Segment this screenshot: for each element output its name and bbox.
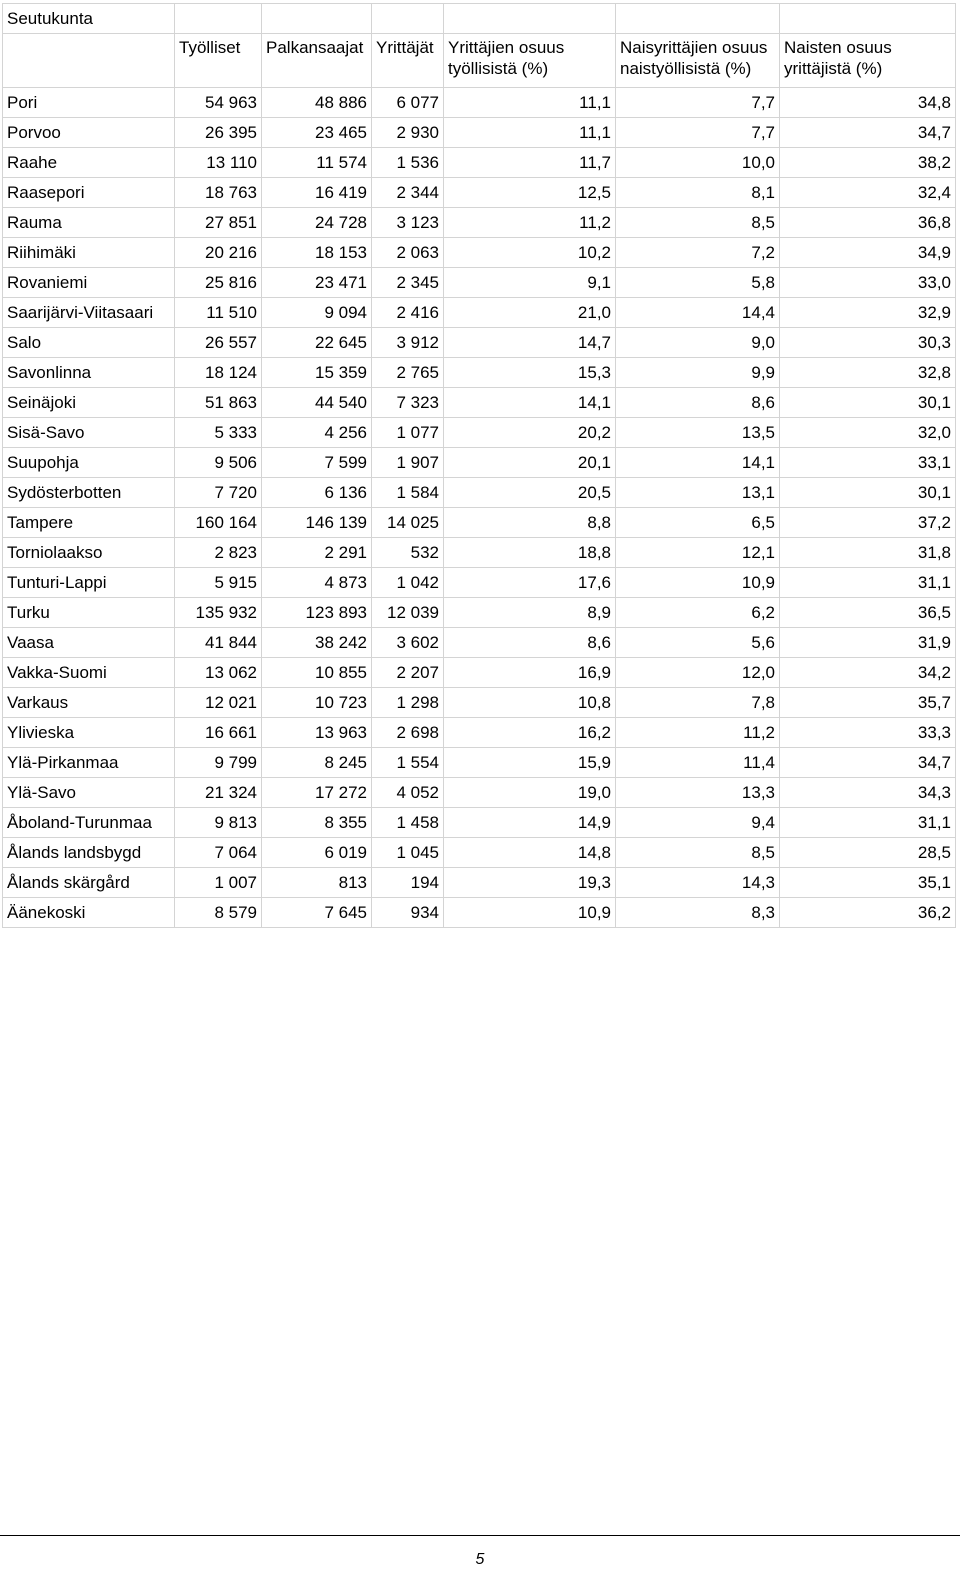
women-share-cell: 31,8 xyxy=(780,538,956,568)
entrepreneur-share-cell: 21,0 xyxy=(444,298,616,328)
female-entrepreneur-share-cell: 7,7 xyxy=(616,118,780,148)
header-spacer xyxy=(262,4,372,34)
employed-cell: 18 763 xyxy=(175,178,262,208)
table-row xyxy=(3,538,956,568)
employed-cell: 7 064 xyxy=(175,838,262,868)
region-name-cell: Ylivieska xyxy=(3,718,175,748)
entrepreneur-share-cell: 14,7 xyxy=(444,328,616,358)
entrepreneurs-cell: 1 907 xyxy=(372,448,444,478)
entrepreneurs-cell: 12 039 xyxy=(372,598,444,628)
header-spacer xyxy=(780,4,956,34)
employed-cell: 11 510 xyxy=(175,298,262,328)
wage-earners-cell: 44 540 xyxy=(262,388,372,418)
wage-earners-cell: 6 019 xyxy=(262,838,372,868)
region-name-cell: Raasepori xyxy=(3,178,175,208)
entrepreneurs-cell: 3 912 xyxy=(372,328,444,358)
employed-cell: 8 579 xyxy=(175,898,262,928)
employed-cell: 16 661 xyxy=(175,718,262,748)
wage-earners-cell: 123 893 xyxy=(262,598,372,628)
entrepreneur-share-cell: 11,7 xyxy=(444,148,616,178)
header-spacer xyxy=(175,4,262,34)
employed-cell: 160 164 xyxy=(175,508,262,538)
employed-cell: 54 963 xyxy=(175,88,262,118)
wage-earners-cell: 8 355 xyxy=(262,808,372,838)
entrepreneur-share-cell: 8,8 xyxy=(444,508,616,538)
table-row xyxy=(3,478,956,508)
women-share-cell: 32,0 xyxy=(780,418,956,448)
entrepreneurs-cell: 1 045 xyxy=(372,838,444,868)
entrepreneurs-cell: 1 458 xyxy=(372,808,444,838)
entrepreneur-share-cell: 10,2 xyxy=(444,238,616,268)
entrepreneur-share-cell: 11,2 xyxy=(444,208,616,238)
entrepreneur-share-cell: 10,8 xyxy=(444,688,616,718)
entrepreneurs-cell: 7 323 xyxy=(372,388,444,418)
employed-cell: 13 110 xyxy=(175,148,262,178)
region-name-cell: Salo xyxy=(3,328,175,358)
female-entrepreneur-share-cell: 14,3 xyxy=(616,868,780,898)
women-share-cell: 34,2 xyxy=(780,658,956,688)
region-name-cell: Äänekoski xyxy=(3,898,175,928)
entrepreneurs-cell: 1 536 xyxy=(372,148,444,178)
table-row xyxy=(3,688,956,718)
women-share-cell: 31,1 xyxy=(780,568,956,598)
wage-earners-cell: 146 139 xyxy=(262,508,372,538)
wage-earners-cell: 2 291 xyxy=(262,538,372,568)
wage-earners-cell: 11 574 xyxy=(262,148,372,178)
employed-cell: 51 863 xyxy=(175,388,262,418)
table-row xyxy=(3,508,956,538)
female-entrepreneur-share-cell: 10,9 xyxy=(616,568,780,598)
column-header-wage-earners: Palkansaajat xyxy=(262,34,372,88)
employed-cell: 135 932 xyxy=(175,598,262,628)
table-row xyxy=(3,748,956,778)
region-name-cell: Turku xyxy=(3,598,175,628)
entrepreneurs-cell: 2 063 xyxy=(372,238,444,268)
region-name-cell: Tampere xyxy=(3,508,175,538)
employed-cell: 1 007 xyxy=(175,868,262,898)
entrepreneurs-cell: 2 698 xyxy=(372,718,444,748)
female-entrepreneur-share-cell: 8,3 xyxy=(616,898,780,928)
region-name-cell: Sydösterbotten xyxy=(3,478,175,508)
header-spacer xyxy=(372,4,444,34)
region-name-cell: Rauma xyxy=(3,208,175,238)
female-entrepreneur-share-cell: 13,1 xyxy=(616,478,780,508)
entrepreneur-share-cell: 12,5 xyxy=(444,178,616,208)
region-name-cell: Vaasa xyxy=(3,628,175,658)
region-name-cell: Riihimäki xyxy=(3,238,175,268)
employed-cell: 26 395 xyxy=(175,118,262,148)
region-name-cell: Pori xyxy=(3,88,175,118)
region-name-cell: Saarijärvi-Viitasaari xyxy=(3,298,175,328)
header-row-region xyxy=(3,4,956,34)
wage-earners-cell: 23 471 xyxy=(262,268,372,298)
region-name-cell: Seinäjoki xyxy=(3,388,175,418)
female-entrepreneur-share-cell: 7,2 xyxy=(616,238,780,268)
employed-cell: 9 799 xyxy=(175,748,262,778)
header-spacer xyxy=(616,4,780,34)
wage-earners-cell: 8 245 xyxy=(262,748,372,778)
entrepreneur-share-cell: 14,9 xyxy=(444,808,616,838)
female-entrepreneur-share-cell: 6,2 xyxy=(616,598,780,628)
employed-cell: 13 062 xyxy=(175,658,262,688)
female-entrepreneur-share-cell: 8,5 xyxy=(616,838,780,868)
table-row xyxy=(3,448,956,478)
table-row xyxy=(3,238,956,268)
entrepreneurs-cell: 1 584 xyxy=(372,478,444,508)
entrepreneurs-cell: 4 052 xyxy=(372,778,444,808)
region-column-header: Seutukunta xyxy=(3,4,175,34)
table-row xyxy=(3,208,956,238)
female-entrepreneur-share-cell: 11,2 xyxy=(616,718,780,748)
women-share-cell: 31,1 xyxy=(780,808,956,838)
region-name-cell: Vakka-Suomi xyxy=(3,658,175,688)
entrepreneur-share-cell: 11,1 xyxy=(444,118,616,148)
female-entrepreneur-share-cell: 7,7 xyxy=(616,88,780,118)
wage-earners-cell: 13 963 xyxy=(262,718,372,748)
table-row xyxy=(3,148,956,178)
wage-earners-cell: 17 272 xyxy=(262,778,372,808)
employed-cell: 9 506 xyxy=(175,448,262,478)
female-entrepreneur-share-cell: 14,1 xyxy=(616,448,780,478)
women-share-cell: 32,9 xyxy=(780,298,956,328)
entrepreneur-share-cell: 18,8 xyxy=(444,538,616,568)
employed-cell: 20 216 xyxy=(175,238,262,268)
women-share-cell: 35,1 xyxy=(780,868,956,898)
table-row xyxy=(3,568,956,598)
women-share-cell: 33,0 xyxy=(780,268,956,298)
women-share-cell: 34,8 xyxy=(780,88,956,118)
entrepreneur-share-cell: 8,9 xyxy=(444,598,616,628)
entrepreneur-share-cell: 20,5 xyxy=(444,478,616,508)
female-entrepreneur-share-cell: 9,9 xyxy=(616,358,780,388)
employed-cell: 9 813 xyxy=(175,808,262,838)
region-name-cell: Ålands landsbygd xyxy=(3,838,175,868)
entrepreneur-share-cell: 8,6 xyxy=(444,628,616,658)
entrepreneur-share-cell: 9,1 xyxy=(444,268,616,298)
employed-cell: 5 333 xyxy=(175,418,262,448)
table-row xyxy=(3,898,956,928)
female-entrepreneur-share-cell: 10,0 xyxy=(616,148,780,178)
employed-cell: 41 844 xyxy=(175,628,262,658)
wage-earners-cell: 9 094 xyxy=(262,298,372,328)
women-share-cell: 36,5 xyxy=(780,598,956,628)
table-row xyxy=(3,328,956,358)
entrepreneur-share-cell: 20,1 xyxy=(444,448,616,478)
table-row xyxy=(3,838,956,868)
women-share-cell: 34,7 xyxy=(780,748,956,778)
footer-divider xyxy=(0,1535,960,1536)
women-share-cell: 30,1 xyxy=(780,478,956,508)
wage-earners-cell: 10 855 xyxy=(262,658,372,688)
column-header-entrepreneurs: Yrittäjät xyxy=(372,34,444,88)
wage-earners-cell: 6 136 xyxy=(262,478,372,508)
region-name-cell: Ylä-Pirkanmaa xyxy=(3,748,175,778)
entrepreneur-share-cell: 17,6 xyxy=(444,568,616,598)
employed-cell: 18 124 xyxy=(175,358,262,388)
female-entrepreneur-share-cell: 5,8 xyxy=(616,268,780,298)
table-row xyxy=(3,808,956,838)
women-share-cell: 30,3 xyxy=(780,328,956,358)
entrepreneurs-cell: 2 416 xyxy=(372,298,444,328)
table-row xyxy=(3,778,956,808)
region-name-cell: Ålands skärgård xyxy=(3,868,175,898)
employed-cell: 21 324 xyxy=(175,778,262,808)
column-header-entrepreneur-share: Yrittäjien osuus työllisistä (%) xyxy=(444,34,616,88)
table-row xyxy=(3,178,956,208)
women-share-cell: 32,8 xyxy=(780,358,956,388)
wage-earners-cell: 24 728 xyxy=(262,208,372,238)
entrepreneur-share-cell: 14,8 xyxy=(444,838,616,868)
wage-earners-cell: 4 256 xyxy=(262,418,372,448)
entrepreneurs-cell: 6 077 xyxy=(372,88,444,118)
table-row xyxy=(3,388,956,418)
entrepreneur-share-cell: 10,9 xyxy=(444,898,616,928)
entrepreneur-share-cell: 11,1 xyxy=(444,88,616,118)
table-row xyxy=(3,298,956,328)
female-entrepreneur-share-cell: 13,3 xyxy=(616,778,780,808)
header-spacer xyxy=(444,4,616,34)
entrepreneur-share-cell: 15,9 xyxy=(444,748,616,778)
entrepreneur-share-cell: 14,1 xyxy=(444,388,616,418)
female-entrepreneur-share-cell: 11,4 xyxy=(616,748,780,778)
region-name-cell: Rovaniemi xyxy=(3,268,175,298)
wage-earners-cell: 7 645 xyxy=(262,898,372,928)
women-share-cell: 38,2 xyxy=(780,148,956,178)
table-row xyxy=(3,418,956,448)
entrepreneurs-cell: 3 602 xyxy=(372,628,444,658)
column-header-employed: Työlliset xyxy=(175,34,262,88)
entrepreneurs-cell: 1 554 xyxy=(372,748,444,778)
wage-earners-cell: 15 359 xyxy=(262,358,372,388)
women-share-cell: 36,8 xyxy=(780,208,956,238)
women-share-cell: 28,5 xyxy=(780,838,956,868)
entrepreneur-share-cell: 20,2 xyxy=(444,418,616,448)
women-share-cell: 33,3 xyxy=(780,718,956,748)
header-row-columns xyxy=(3,34,956,88)
women-share-cell: 32,4 xyxy=(780,178,956,208)
page-number: 5 xyxy=(475,1551,485,1568)
region-name-cell: Sisä-Savo xyxy=(3,418,175,448)
wage-earners-cell: 48 886 xyxy=(262,88,372,118)
entrepreneurs-cell: 934 xyxy=(372,898,444,928)
region-name-cell: Suupohja xyxy=(3,448,175,478)
female-entrepreneur-share-cell: 13,5 xyxy=(616,418,780,448)
female-entrepreneur-share-cell: 7,8 xyxy=(616,688,780,718)
entrepreneurs-cell: 532 xyxy=(372,538,444,568)
region-name-cell: Raahe xyxy=(3,148,175,178)
women-share-cell: 30,1 xyxy=(780,388,956,418)
column-header-female-entrepreneur-share: Naisyrittäjien osuus naistyöllisistä (%) xyxy=(616,34,780,88)
entrepreneurs-cell: 1 042 xyxy=(372,568,444,598)
region-name-cell: Tunturi-Lappi xyxy=(3,568,175,598)
entrepreneurs-cell: 2 345 xyxy=(372,268,444,298)
region-name-cell: Varkaus xyxy=(3,688,175,718)
employed-cell: 27 851 xyxy=(175,208,262,238)
female-entrepreneur-share-cell: 9,4 xyxy=(616,808,780,838)
entrepreneurs-cell: 1 077 xyxy=(372,418,444,448)
region-name-cell: Torniolaakso xyxy=(3,538,175,568)
table-row xyxy=(3,88,956,118)
region-name-cell: Savonlinna xyxy=(3,358,175,388)
entrepreneurs-cell: 1 298 xyxy=(372,688,444,718)
table-row xyxy=(3,268,956,298)
female-entrepreneur-share-cell: 14,4 xyxy=(616,298,780,328)
wage-earners-cell: 38 242 xyxy=(262,628,372,658)
women-share-cell: 33,1 xyxy=(780,448,956,478)
women-share-cell: 36,2 xyxy=(780,898,956,928)
female-entrepreneur-share-cell: 5,6 xyxy=(616,628,780,658)
female-entrepreneur-share-cell: 8,5 xyxy=(616,208,780,238)
region-name-cell: Ylä-Savo xyxy=(3,778,175,808)
female-entrepreneur-share-cell: 12,0 xyxy=(616,658,780,688)
entrepreneur-share-cell: 19,0 xyxy=(444,778,616,808)
female-entrepreneur-share-cell: 8,6 xyxy=(616,388,780,418)
female-entrepreneur-share-cell: 6,5 xyxy=(616,508,780,538)
employed-cell: 5 915 xyxy=(175,568,262,598)
entrepreneurs-cell: 2 344 xyxy=(372,178,444,208)
table-row xyxy=(3,598,956,628)
wage-earners-cell: 23 465 xyxy=(262,118,372,148)
table-row xyxy=(3,868,956,898)
table-row xyxy=(3,118,956,148)
wage-earners-cell: 16 419 xyxy=(262,178,372,208)
entrepreneur-share-cell: 16,9 xyxy=(444,658,616,688)
entrepreneur-share-cell: 19,3 xyxy=(444,868,616,898)
entrepreneurs-cell: 14 025 xyxy=(372,508,444,538)
statistics-table xyxy=(2,3,956,928)
employed-cell: 7 720 xyxy=(175,478,262,508)
table-row xyxy=(3,628,956,658)
women-share-cell: 31,9 xyxy=(780,628,956,658)
wage-earners-cell: 22 645 xyxy=(262,328,372,358)
female-entrepreneur-share-cell: 12,1 xyxy=(616,538,780,568)
entrepreneurs-cell: 2 207 xyxy=(372,658,444,688)
table-row xyxy=(3,718,956,748)
table-body xyxy=(3,88,956,928)
region-name-cell: Åboland-Turunmaa xyxy=(3,808,175,838)
employed-cell: 2 823 xyxy=(175,538,262,568)
wage-earners-cell: 7 599 xyxy=(262,448,372,478)
women-share-cell: 35,7 xyxy=(780,688,956,718)
entrepreneurs-cell: 3 123 xyxy=(372,208,444,238)
entrepreneur-share-cell: 16,2 xyxy=(444,718,616,748)
table-row xyxy=(3,358,956,388)
header-spacer xyxy=(3,34,175,88)
female-entrepreneur-share-cell: 9,0 xyxy=(616,328,780,358)
employed-cell: 12 021 xyxy=(175,688,262,718)
women-share-cell: 34,7 xyxy=(780,118,956,148)
entrepreneurs-cell: 194 xyxy=(372,868,444,898)
women-share-cell: 34,3 xyxy=(780,778,956,808)
entrepreneurs-cell: 2 930 xyxy=(372,118,444,148)
women-share-cell: 34,9 xyxy=(780,238,956,268)
wage-earners-cell: 18 153 xyxy=(262,238,372,268)
region-name-cell: Porvoo xyxy=(3,118,175,148)
employed-cell: 25 816 xyxy=(175,268,262,298)
female-entrepreneur-share-cell: 8,1 xyxy=(616,178,780,208)
column-header-women-share: Naisten osuus yrittäjistä (%) xyxy=(780,34,956,88)
entrepreneur-share-cell: 15,3 xyxy=(444,358,616,388)
entrepreneurs-cell: 2 765 xyxy=(372,358,444,388)
wage-earners-cell: 4 873 xyxy=(262,568,372,598)
wage-earners-cell: 10 723 xyxy=(262,688,372,718)
employed-cell: 26 557 xyxy=(175,328,262,358)
table-row xyxy=(3,658,956,688)
women-share-cell: 37,2 xyxy=(780,508,956,538)
wage-earners-cell: 813 xyxy=(262,868,372,898)
